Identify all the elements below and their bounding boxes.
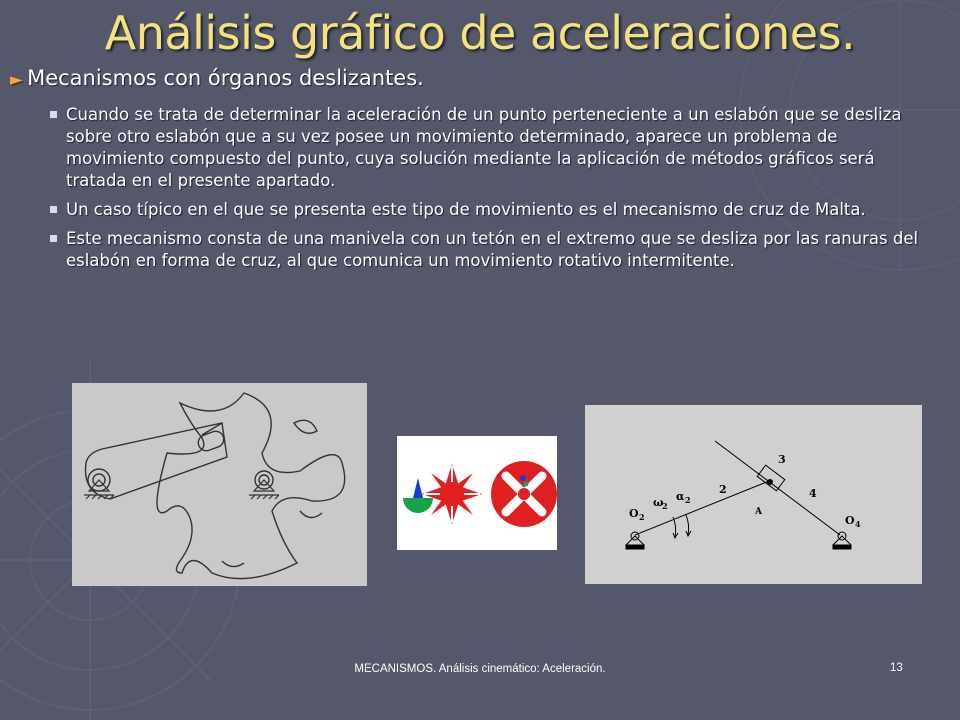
maltese-cross-color-images	[397, 436, 557, 550]
label-omega: ω	[653, 496, 664, 509]
label-o4-sub: 4	[855, 519, 861, 529]
label-alpha: α	[676, 490, 685, 503]
square-bullet-icon	[50, 206, 57, 213]
footer-text: MECANISMOS. Análisis cinemático: Aceleración.	[354, 663, 606, 675]
slide-number: 13	[890, 662, 903, 674]
label-link-2: 2	[719, 483, 727, 496]
label-o4: O	[845, 514, 855, 527]
bullet-text: Cuando se trata de determinar la aceleración de un punto perteneciente a un eslabón que se desliza sobre otro eslabón que a su vez posee un movimiento determinado, aparece un problema de movimiento compuesto del punto, cuya solución mediante la aplicación de métodos gráficos será tratada en el presente apartado.	[66, 105, 902, 190]
bullet-item	[50, 104, 930, 192]
label-o2-sub: 2	[639, 512, 645, 522]
label-omega-sub: 2	[662, 501, 668, 511]
bullet-text: Un caso típico en el que se presenta este tipo de movimiento es el mecanismo de cruz de Malta.	[66, 200, 866, 219]
bullet-item	[50, 228, 930, 272]
bullet-list	[50, 104, 930, 279]
section-heading-text: Mecanismos con órganos deslizantes.	[27, 66, 424, 90]
bullet-item	[50, 199, 930, 221]
square-bullet-icon	[50, 235, 57, 242]
arrow-bullet-icon: ►	[10, 70, 24, 90]
geneva-mechanism-drawing	[72, 383, 367, 586]
label-o2: O	[629, 507, 639, 520]
section-heading	[10, 66, 424, 90]
maltese-cross-icons	[397, 436, 557, 550]
label-point-a: A	[755, 507, 762, 517]
bullet-text: Este mecanismo consta de una manivela con un tetón en el extremo que se desliza por las ranuras del eslabón en forma de cruz, al que comunica un movimiento rotativo intermitente.	[66, 229, 919, 270]
label-alpha-sub: 2	[685, 495, 691, 505]
label-link-3: 3	[778, 453, 786, 466]
square-bullet-icon	[50, 111, 57, 118]
slide-title: Análisis gráfico de aceleraciones.	[104, 6, 856, 60]
label-link-4: 4	[809, 487, 817, 500]
slider-link-schematic	[585, 405, 922, 584]
geneva-mechanism-diagram	[72, 383, 367, 586]
slider-link-diagram	[585, 405, 922, 584]
